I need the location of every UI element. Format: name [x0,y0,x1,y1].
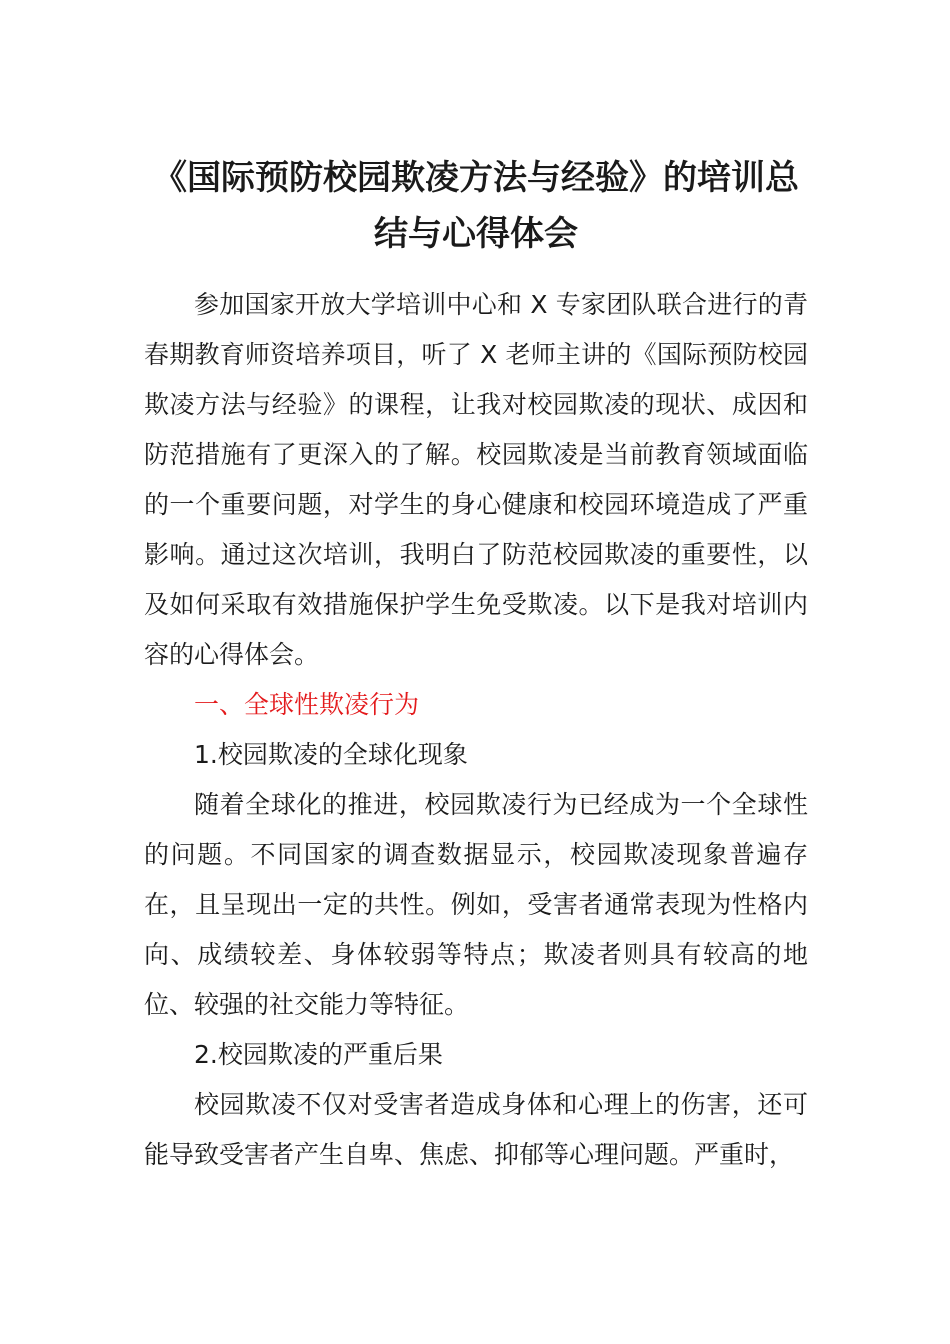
sub-heading-1: 1.校园欺凌的全球化现象 [194,740,468,769]
intro-paragraph: 参加国家开放大学培训中心和 X 专家团队联合进行的青春期教育师资培养项目，听了 X 老师主讲的《国际预防校园欺凌方法与经验》的课程，让我对校园欺凌的现状、成因和防范措施有了更深入的了解。校园欺凌是当前教育领域面临的一个重要问题，对学生的身心健康和校园环境造成了严重影响。通过这次培训，我明白了防范校园欺凌的重要性，以及如何采取有效措施保护学生免受欺凌。以下是我对培训内容的心得体会。 [144,290,808,669]
title-line-2: 结与心得体会 [374,214,578,254]
document-body [144,280,808,1180]
sub-paragraph-1: 随着全球化的推进，校园欺凌行为已经成为一个全球性的问题。不同国家的调查数据显示，校园欺凌现象普遍存在，且呈现出一定的共性。例如，受害者通常表现为性格内向、成绩较差、身体较弱等特点；欺凌者则具有较高的地位、较强的社交能力等特征。 [144,790,808,1019]
title-line-1: 《国际预防校园欺凌方法与经验》的培训总 [153,158,799,198]
sub-heading-2: 2.校园欺凌的严重后果 [194,1040,443,1069]
document-title [144,150,808,262]
sub-paragraph-2: 校园欺凌不仅对受害者造成身体和心理上的伤害，还可能导致受害者产生自卑、焦虑、抑郁等心理问题。严重时， [144,1090,808,1169]
section-heading-1: 一、全球性欺凌行为 [194,690,420,719]
document-page [144,150,808,1180]
